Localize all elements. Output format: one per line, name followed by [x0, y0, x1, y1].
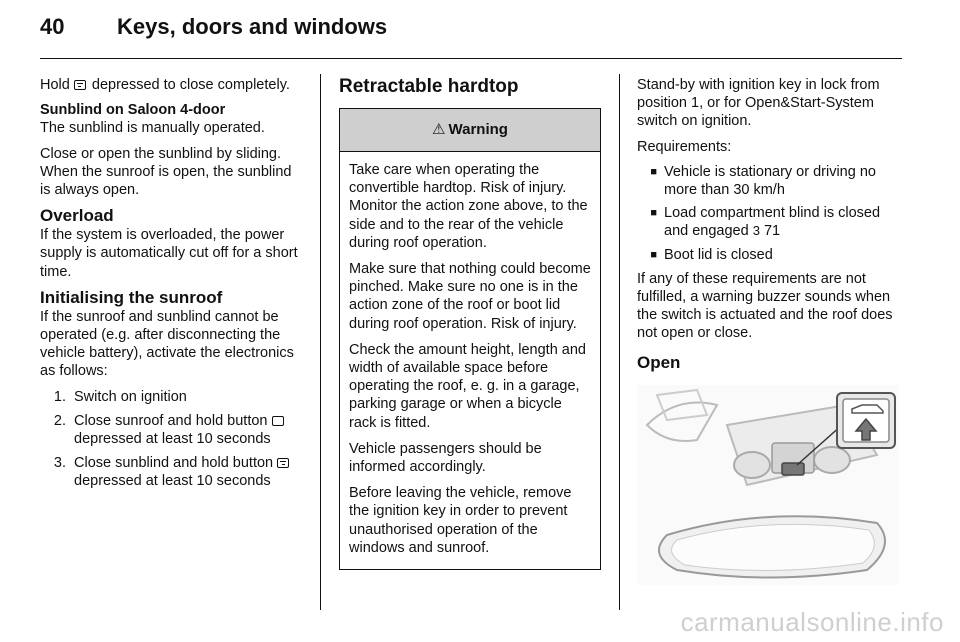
- warning-triangle-icon: ⚠: [432, 120, 446, 138]
- requirements-label: Requirements:: [637, 138, 732, 155]
- warning-paragraph: Before leaving the vehicle, remove the ignition key in order to prevent unauthorised operation of the windows and sunroof.: [349, 485, 572, 556]
- initialising-paragraph: If the sunroof and sunblind cannot be operated (e.g. after disconnecting the vehicle battery), activate the electronics as follows:: [40, 308, 294, 380]
- page-header: [0, 0, 960, 58]
- list-item: ■ Load compartment blind is closed and engaged 3 71: [637, 204, 902, 240]
- roof-switch-illustration: [637, 385, 899, 585]
- watermark: carmanualsonline.info: [680, 607, 944, 637]
- list-item: ■ Vehicle is stationary or driving no more than 30 km/h: [637, 163, 902, 199]
- list-item: ■ Boot lid is closed: [637, 246, 902, 264]
- bullet-icon: ■: [650, 248, 657, 261]
- standby-paragraph: Stand-by with ignition key in lock from position 1, or for Open&Start-System switch on ignition.: [637, 77, 880, 130]
- initialising-heading: Initialising the sunroof: [40, 287, 223, 307]
- sunblind-paragraph-2: Close or open the sunblind by sliding. When the sunroof is open, the sunblind is always open.: [40, 145, 292, 199]
- section-heading-retractable-hardtop: Retractable hardtop: [339, 76, 519, 97]
- overload-heading: Overload: [40, 206, 114, 226]
- warning-paragraph: Take care when operating the convertible hardtop. Risk of injury. Monitor the action zone above, to the side and to the rear of the vehicle during roof operation.: [349, 162, 588, 251]
- initialising-steps: [40, 388, 302, 491]
- sunroof-close-button-icon: [272, 416, 284, 426]
- roof-switch: [782, 463, 804, 475]
- sunblind-button-icon: [74, 80, 86, 90]
- column-2: [339, 76, 601, 570]
- intro-paragraph: Hold depressed to close completely.: [40, 77, 290, 93]
- bullet-icon: ■: [650, 165, 657, 178]
- list-item: 3. Close sunblind and hold button depressed at least 10 seconds: [40, 454, 302, 490]
- sunblind-paragraph-1: The sunblind is manually operated.: [40, 120, 265, 137]
- sunblind-button-icon: [277, 458, 289, 468]
- warning-paragraph: Check the amount height, length and width of available space before operating the roof, e. g. in a garage, parking garage or when a bicycle rack is fitted.: [349, 341, 586, 431]
- warning-header: [340, 109, 600, 152]
- column-divider-2: [619, 74, 620, 610]
- list-item: 1. Switch on ignition: [53, 388, 187, 405]
- column-1: [40, 76, 302, 497]
- bullet-icon: ■: [650, 207, 657, 220]
- sunblind-heading: Sunblind on Saloon 4-door: [40, 102, 226, 119]
- cross-reference-page[interactable]: 71: [763, 223, 781, 240]
- chapter-title: Keys, doors and windows: [117, 14, 388, 39]
- failure-paragraph: If any of these requirements are not fulfilled, a warning buzzer sounds when the switch is actuated and the roof does not open or close.: [637, 270, 893, 342]
- column-divider-1: [320, 74, 321, 610]
- list-item: 2. Close sunroof and hold button depressed at least 10 seconds: [40, 412, 302, 448]
- warning-paragraph: Vehicle passengers should be informed accordingly.: [349, 440, 542, 476]
- header-divider: [40, 58, 902, 59]
- requirements-list: [637, 163, 902, 264]
- warning-body: [340, 152, 600, 569]
- page-number: 40: [40, 14, 65, 39]
- warning-paragraph: Make sure that nothing could become pinched. Make sure no one is in the action zone of the roof or boot lid during roof operation. Risk of injury.: [349, 261, 591, 332]
- open-heading: Open: [637, 352, 681, 372]
- warning-label: Warning: [448, 120, 508, 138]
- warning-box: [339, 108, 601, 570]
- column-3: [637, 76, 902, 590]
- cross-reference-icon: 3: [752, 223, 760, 239]
- overload-paragraph: If the system is overloaded, the power supply is automatically cut off for a short time.: [40, 227, 298, 280]
